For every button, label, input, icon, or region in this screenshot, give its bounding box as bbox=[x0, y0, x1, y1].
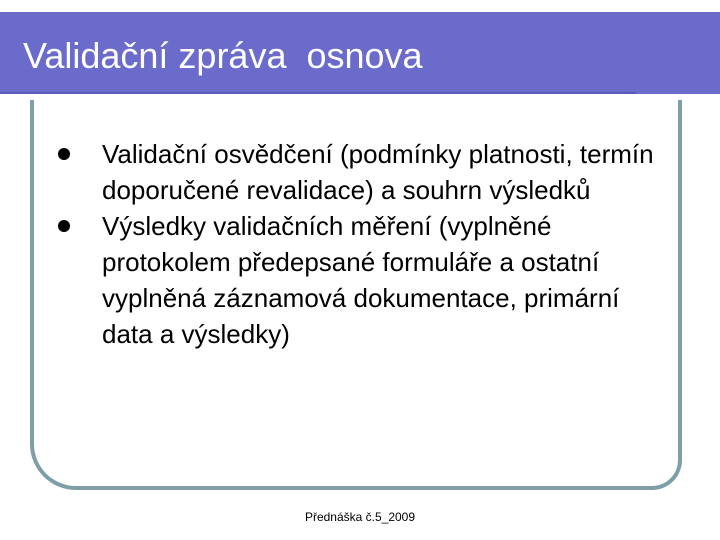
title-corner-notch bbox=[688, 0, 720, 12]
slide-title: Validační zpráva osnova bbox=[23, 35, 423, 76]
bullet-dot-icon bbox=[58, 148, 70, 160]
bullet-list bbox=[58, 136, 668, 352]
bullet-item bbox=[58, 208, 668, 352]
bullet-item bbox=[58, 136, 668, 208]
bullet-dot-icon bbox=[58, 220, 70, 232]
bullet-text: Validační osvědčení (podmínky platnosti, termín doporučené revalidace) a souhrn výsledků bbox=[102, 139, 654, 205]
bullet-text: Výsledky validačních měření (vyplněné protokolem předepsané formuláře a ostatní vyplněná záznamová dokumentace, primární data a výsledky) bbox=[102, 211, 620, 349]
slide-footer: Přednáška č.5_2009 bbox=[304, 510, 416, 524]
